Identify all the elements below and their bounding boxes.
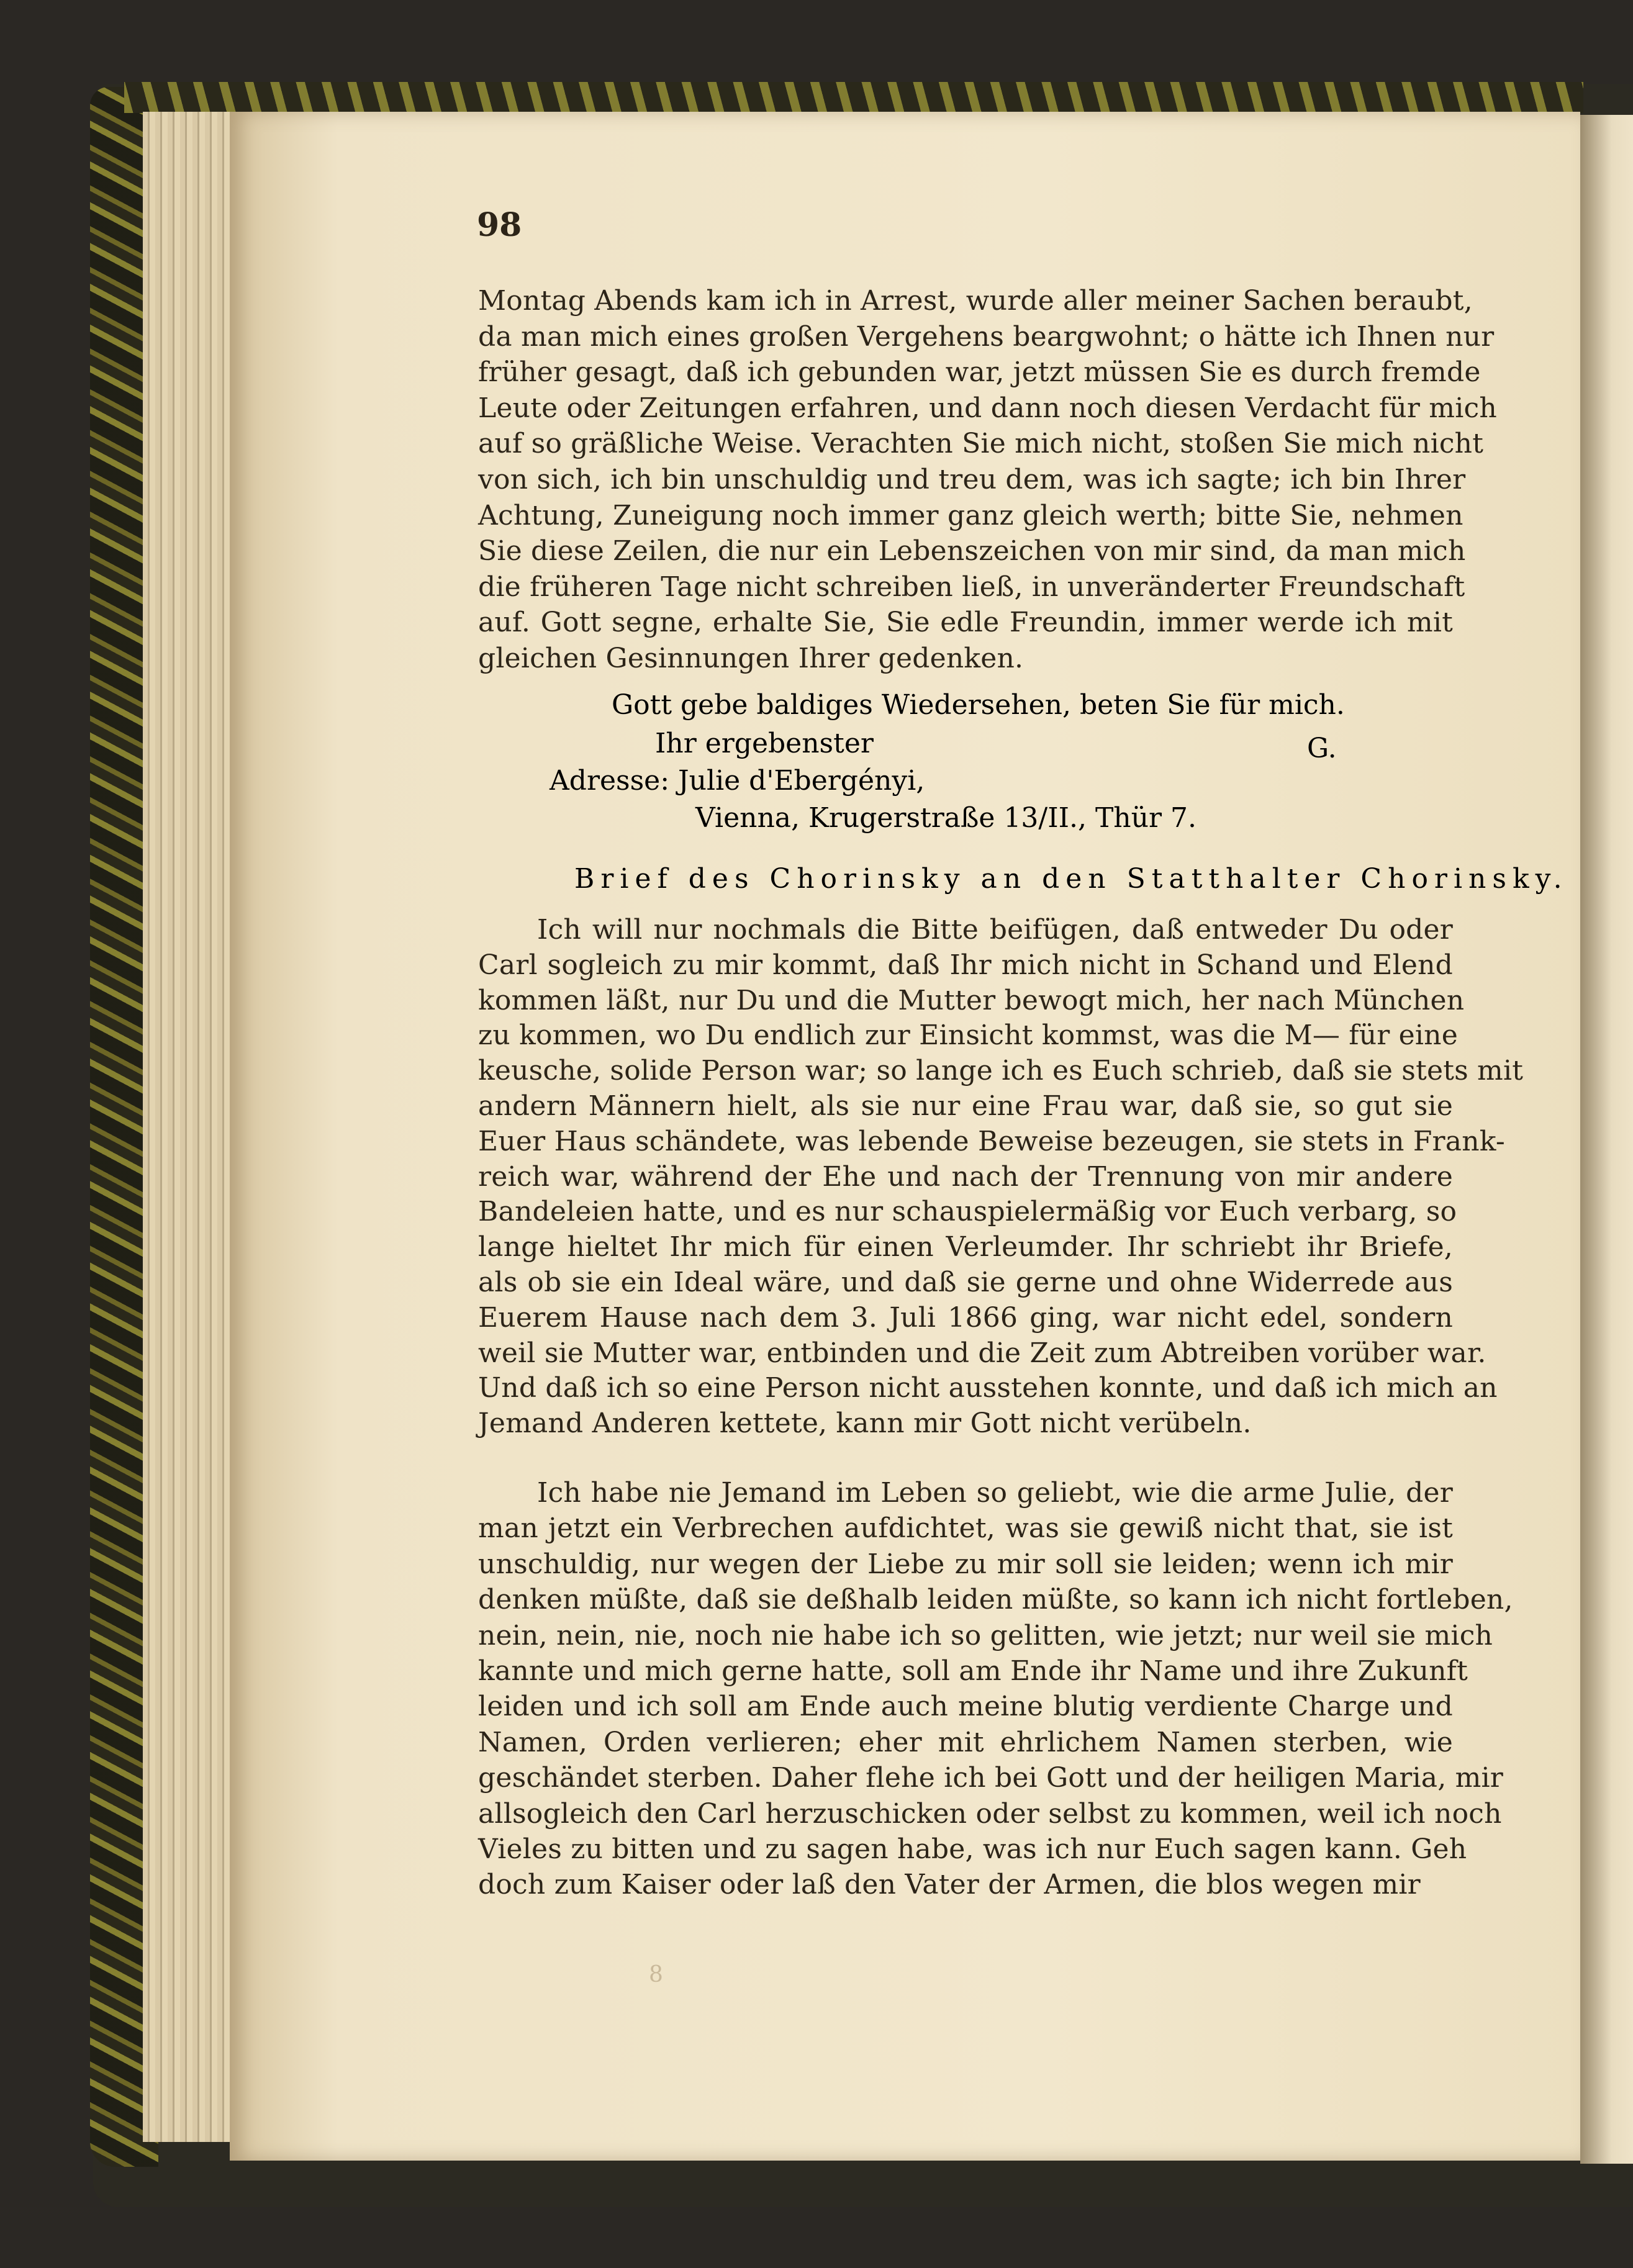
text-line: unschuldig, nur wegen der Liebe zu mir soll sie leiden; wenn ich mir: [478, 1548, 1453, 1580]
text-line: Bandeleien hatte, und es nur schauspielermäßig vor Euch verbarg, so: [478, 1196, 1457, 1228]
text-line: Sie diese Zeilen, die nur ein Lebenszeichen von mir sind, da man mich: [478, 535, 1466, 567]
marbled-cover-top: [124, 82, 1583, 113]
text-line: auf. Gott segne, erhalte Sie, Sie edle Freundin, immer werde ich mit: [478, 607, 1453, 639]
text-line: Carl sogleich zu mir kommt, daß Ihr mich nicht in Schand und Elend: [478, 949, 1453, 981]
text-line: Euer Haus schändete, was lebende Beweise bezeugen, sie stets in Frank-: [478, 1125, 1505, 1157]
text-line: als ob sie ein Ideal wäre, und daß sie gerne und ohne Widerrede aus: [478, 1267, 1453, 1298]
address-line-2: Vienna, Krugerstraße 13/II., Thür 7.: [695, 802, 1196, 834]
text-line: lange hieltet Ihr mich für einen Verleumder. Ihr schriebt ihr Briefe,: [478, 1231, 1453, 1263]
text-line: Montag Abends kam ich in Arrest, wurde aller meiner Sachen beraubt,: [478, 285, 1473, 317]
text-line: kannte und mich gerne hatte, soll am Ende ihr Name und ihre Zukunft: [478, 1655, 1468, 1687]
text-line: man jetzt ein Verbrechen aufdichtet, was sie gewiß nicht that, sie ist: [478, 1512, 1453, 1545]
text-line: geschändet sterben. Daher flehe ich bei Gott und der heiligen Maria, mir: [478, 1762, 1504, 1794]
page-edges: [143, 112, 242, 2142]
signature-initial: G.: [1307, 733, 1337, 764]
text-line: Und daß ich so eine Person nicht ausstehen konnte, und daß ich mich an: [478, 1372, 1498, 1404]
text-line: Achtung, Zuneigung noch immer ganz gleich werth; bitte Sie, nehmen: [478, 499, 1463, 531]
text-line: keusche, solide Person war; so lange ich es Euch schrieb, daß sie stets mit: [478, 1055, 1524, 1087]
text-line: Ich will nur nochmals die Bitte beifügen, daß entweder Du oder: [537, 914, 1453, 946]
text-line: Leute oder Zeitungen erfahren, und dann noch diesen Verdacht für mich: [478, 392, 1497, 424]
text-line: leiden und ich soll am Ende auch meine blutig verdiente Charge und: [478, 1691, 1453, 1723]
text-line: reich war, während der Ehe und nach der Trennung von mir andere: [478, 1160, 1453, 1193]
text-line: doch zum Kaiser oder laß den Vater der Armen, die blos wegen mir: [478, 1869, 1421, 1901]
address-line-1: Adresse: Julie d'Ebergényi,: [550, 765, 925, 797]
text-line: kommen läßt, nur Du und die Mutter bewogt mich, her nach München: [478, 984, 1465, 1016]
text-line: auf so gräßliche Weise. Verachten Sie mich nicht, stoßen Sie mich nicht: [478, 428, 1484, 460]
text-line: zu kommen, wo Du endlich zur Einsicht kommst, was die M— für eine: [478, 1019, 1458, 1052]
signature-mark: 8: [649, 1962, 663, 1987]
text-line: früher gesagt, daß ich gebunden war, jetzt müssen Sie es durch fremde: [478, 356, 1481, 389]
text-line: allsogleich den Carl herzuschicken oder selbst zu kommen, weil ich noch: [478, 1797, 1502, 1830]
text-line: andern Männern hielt, als sie nur eine Frau war, daß sie, so gut sie: [478, 1090, 1453, 1122]
facing-page-edge: [1580, 115, 1633, 2164]
text-line: denken müßte, daß sie deßhalb leiden müßte, so kann ich nicht fortleben,: [478, 1584, 1513, 1616]
text-line: Vieles zu bitten und zu sagen habe, was ich nur Euch sagen kann. Geh: [478, 1833, 1467, 1865]
page-number: 98: [477, 206, 522, 244]
text-line: nein, nein, nie, noch nie habe ich so gelitten, wie jetzt; nur weil sie mich: [478, 1619, 1493, 1651]
text-line: von sich, ich bin unschuldig und treu dem, was ich sagte; ich bin Ihrer: [478, 464, 1466, 495]
text-line: Ich habe nie Jemand im Leben so geliebt, wie die arme Julie, der: [537, 1477, 1453, 1509]
text-line: gleichen Gesinnungen Ihrer gedenken.: [478, 643, 1024, 674]
section-heading: Brief des Chorinsky an den Statthalter Chorinsky.: [574, 863, 1568, 895]
text-line: die früheren Tage nicht schreiben ließ, in unveränderter Freundschaft: [478, 571, 1465, 603]
text-line: Namen, Orden verlieren; eher mit ehrlichem Namen sterben, wie: [478, 1726, 1453, 1758]
text-line: Euerem Hause nach dem 3. Juli 1866 ging, war nicht edel, sondern: [478, 1301, 1453, 1334]
text-line: da man mich eines großen Vergehens beargwohnt; o hätte ich Ihnen nur: [478, 320, 1495, 353]
text-line: Jemand Anderen kettete, kann mir Gott nicht verübeln.: [478, 1407, 1252, 1440]
text-line: weil sie Mutter war, entbinden und die Zeit zum Abtreiben vorüber war.: [478, 1337, 1486, 1369]
closing-line: Gott gebe baldiges Wiedersehen, beten Sie für mich.: [612, 689, 1345, 721]
signature-text: Ihr ergebenster: [655, 728, 874, 759]
